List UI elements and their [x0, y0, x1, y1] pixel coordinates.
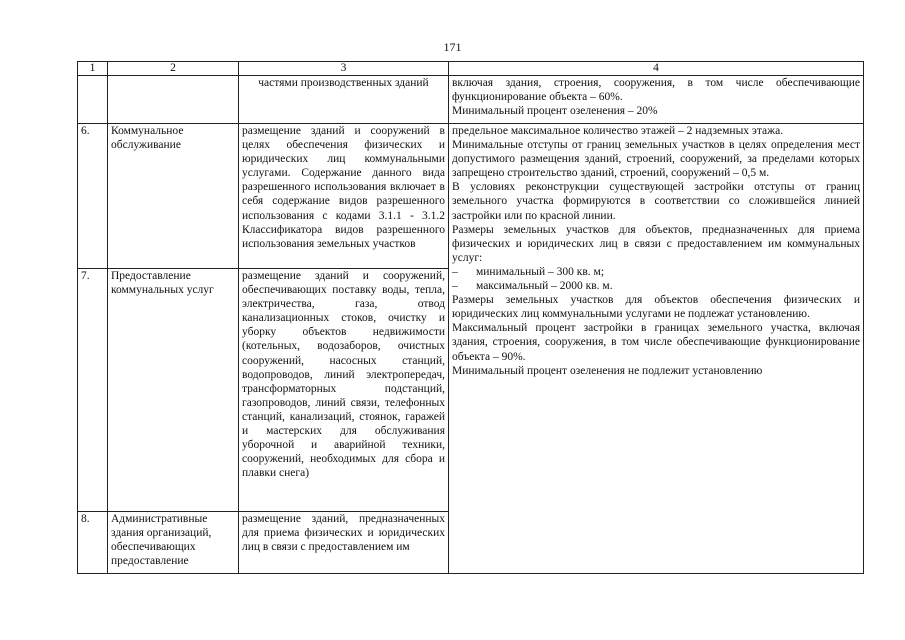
column-number-4: 4: [449, 62, 864, 76]
dash-marker: –: [452, 265, 458, 278]
column-number-row: [78, 62, 864, 76]
list-item-text: минимальный – 300 кв. м;: [476, 265, 605, 278]
regulations-table: [77, 61, 864, 574]
dash-list-item: [452, 265, 860, 279]
parameters-cell: [449, 76, 864, 124]
column-number-1: 1: [78, 62, 108, 76]
dash-marker: –: [452, 280, 458, 293]
row-number: [78, 76, 108, 124]
table-row: [78, 124, 864, 269]
parameter-text: Размеры земельных участков для объектов, предназначенных для приема физических и юридических лиц в связи с предоставлением им коммунальных услуг:: [452, 223, 860, 264]
column-number-2: 2: [108, 62, 239, 76]
row-number: 6.: [78, 124, 108, 269]
use-type-name: Коммунальное обслуживание: [108, 124, 239, 269]
column-number-3: 3: [239, 62, 449, 76]
use-type-description: размещение зданий и сооружений, обеспечивающих поставку воды, тепла, электричества, газа, отвод канализационных стоков, очистку и уборку объектов недвижимости (котельных, водозаборов, очистных сооружений, насосных станций, водопроводов, линий электропередач, трансформаторных подстанций, газопроводов, линий связи, телефонных станций, канализаций, стоянок, гаражей и мастерских для обслуживания уборочной и аварийной техники, сооружений, необходимых для сбора и плавки снега): [239, 269, 449, 512]
parameter-text: В условиях реконструкции существующей застройки отступы от границ земельного участка формируются в соответствии со сложившейся линией застройки или по красной линии.: [452, 181, 860, 222]
parameter-text: Размеры земельных участков для объектов обеспечения физических и юридических лиц коммунальными услугами не подлежат установлению.: [452, 294, 860, 321]
use-type-description: размещение зданий, предназначенных для приема физических и юридических лиц в связи с предоставлением им: [239, 512, 449, 574]
use-type-name: Предоставление коммунальных услуг: [108, 269, 239, 512]
parameter-text: Минимальные отступы от границ земельных участков в целях определения мест допустимого размещения зданий, строений, сооружений, за пределами которых запрещено строительство зданий, строений, сооружений – 0,5 м.: [452, 139, 860, 180]
parameter-text: Максимальный процент застройки в границах земельного участка, включая здания, строения, сооружения, в том числе обеспечивающие функционирование объекта – 90%.: [452, 322, 860, 363]
list-item-text: максимальный – 2000 кв. м.: [476, 280, 613, 293]
dash-list-item: [452, 279, 860, 293]
parameter-text: предельное максимальное количество этажей – 2 надземных этажа.: [452, 125, 784, 137]
parameter-text: Минимальный процент озеленения – 20%: [452, 105, 658, 118]
shared-parameters-cell: [449, 124, 864, 574]
use-type-name: [108, 76, 239, 124]
parameter-text: включая здания, строения, сооружения, в том числе обеспечивающие функционирование объекта – 60%.: [452, 77, 860, 104]
row-number: 8.: [78, 512, 108, 574]
use-type-name: Административные здания организаций, обеспечивающих предоставление: [108, 512, 239, 574]
table-row: [78, 76, 864, 124]
row-number: 7.: [78, 269, 108, 512]
page-number: 171: [443, 40, 462, 54]
use-type-description: размещение зданий и сооружений в целях обеспечения физических и юридических лиц коммунальными услугами. Содержание данного вида разрешенного использования включает в себя содержание видов разрешенного использования с кодами 3.1.1 - 3.1.2 Классификатора видов разрешенного использования земельных участков: [239, 124, 449, 269]
use-type-description: частями производственных зданий: [239, 76, 449, 124]
parameter-text: Минимальный процент озеленения не подлежит установлению: [452, 364, 763, 377]
